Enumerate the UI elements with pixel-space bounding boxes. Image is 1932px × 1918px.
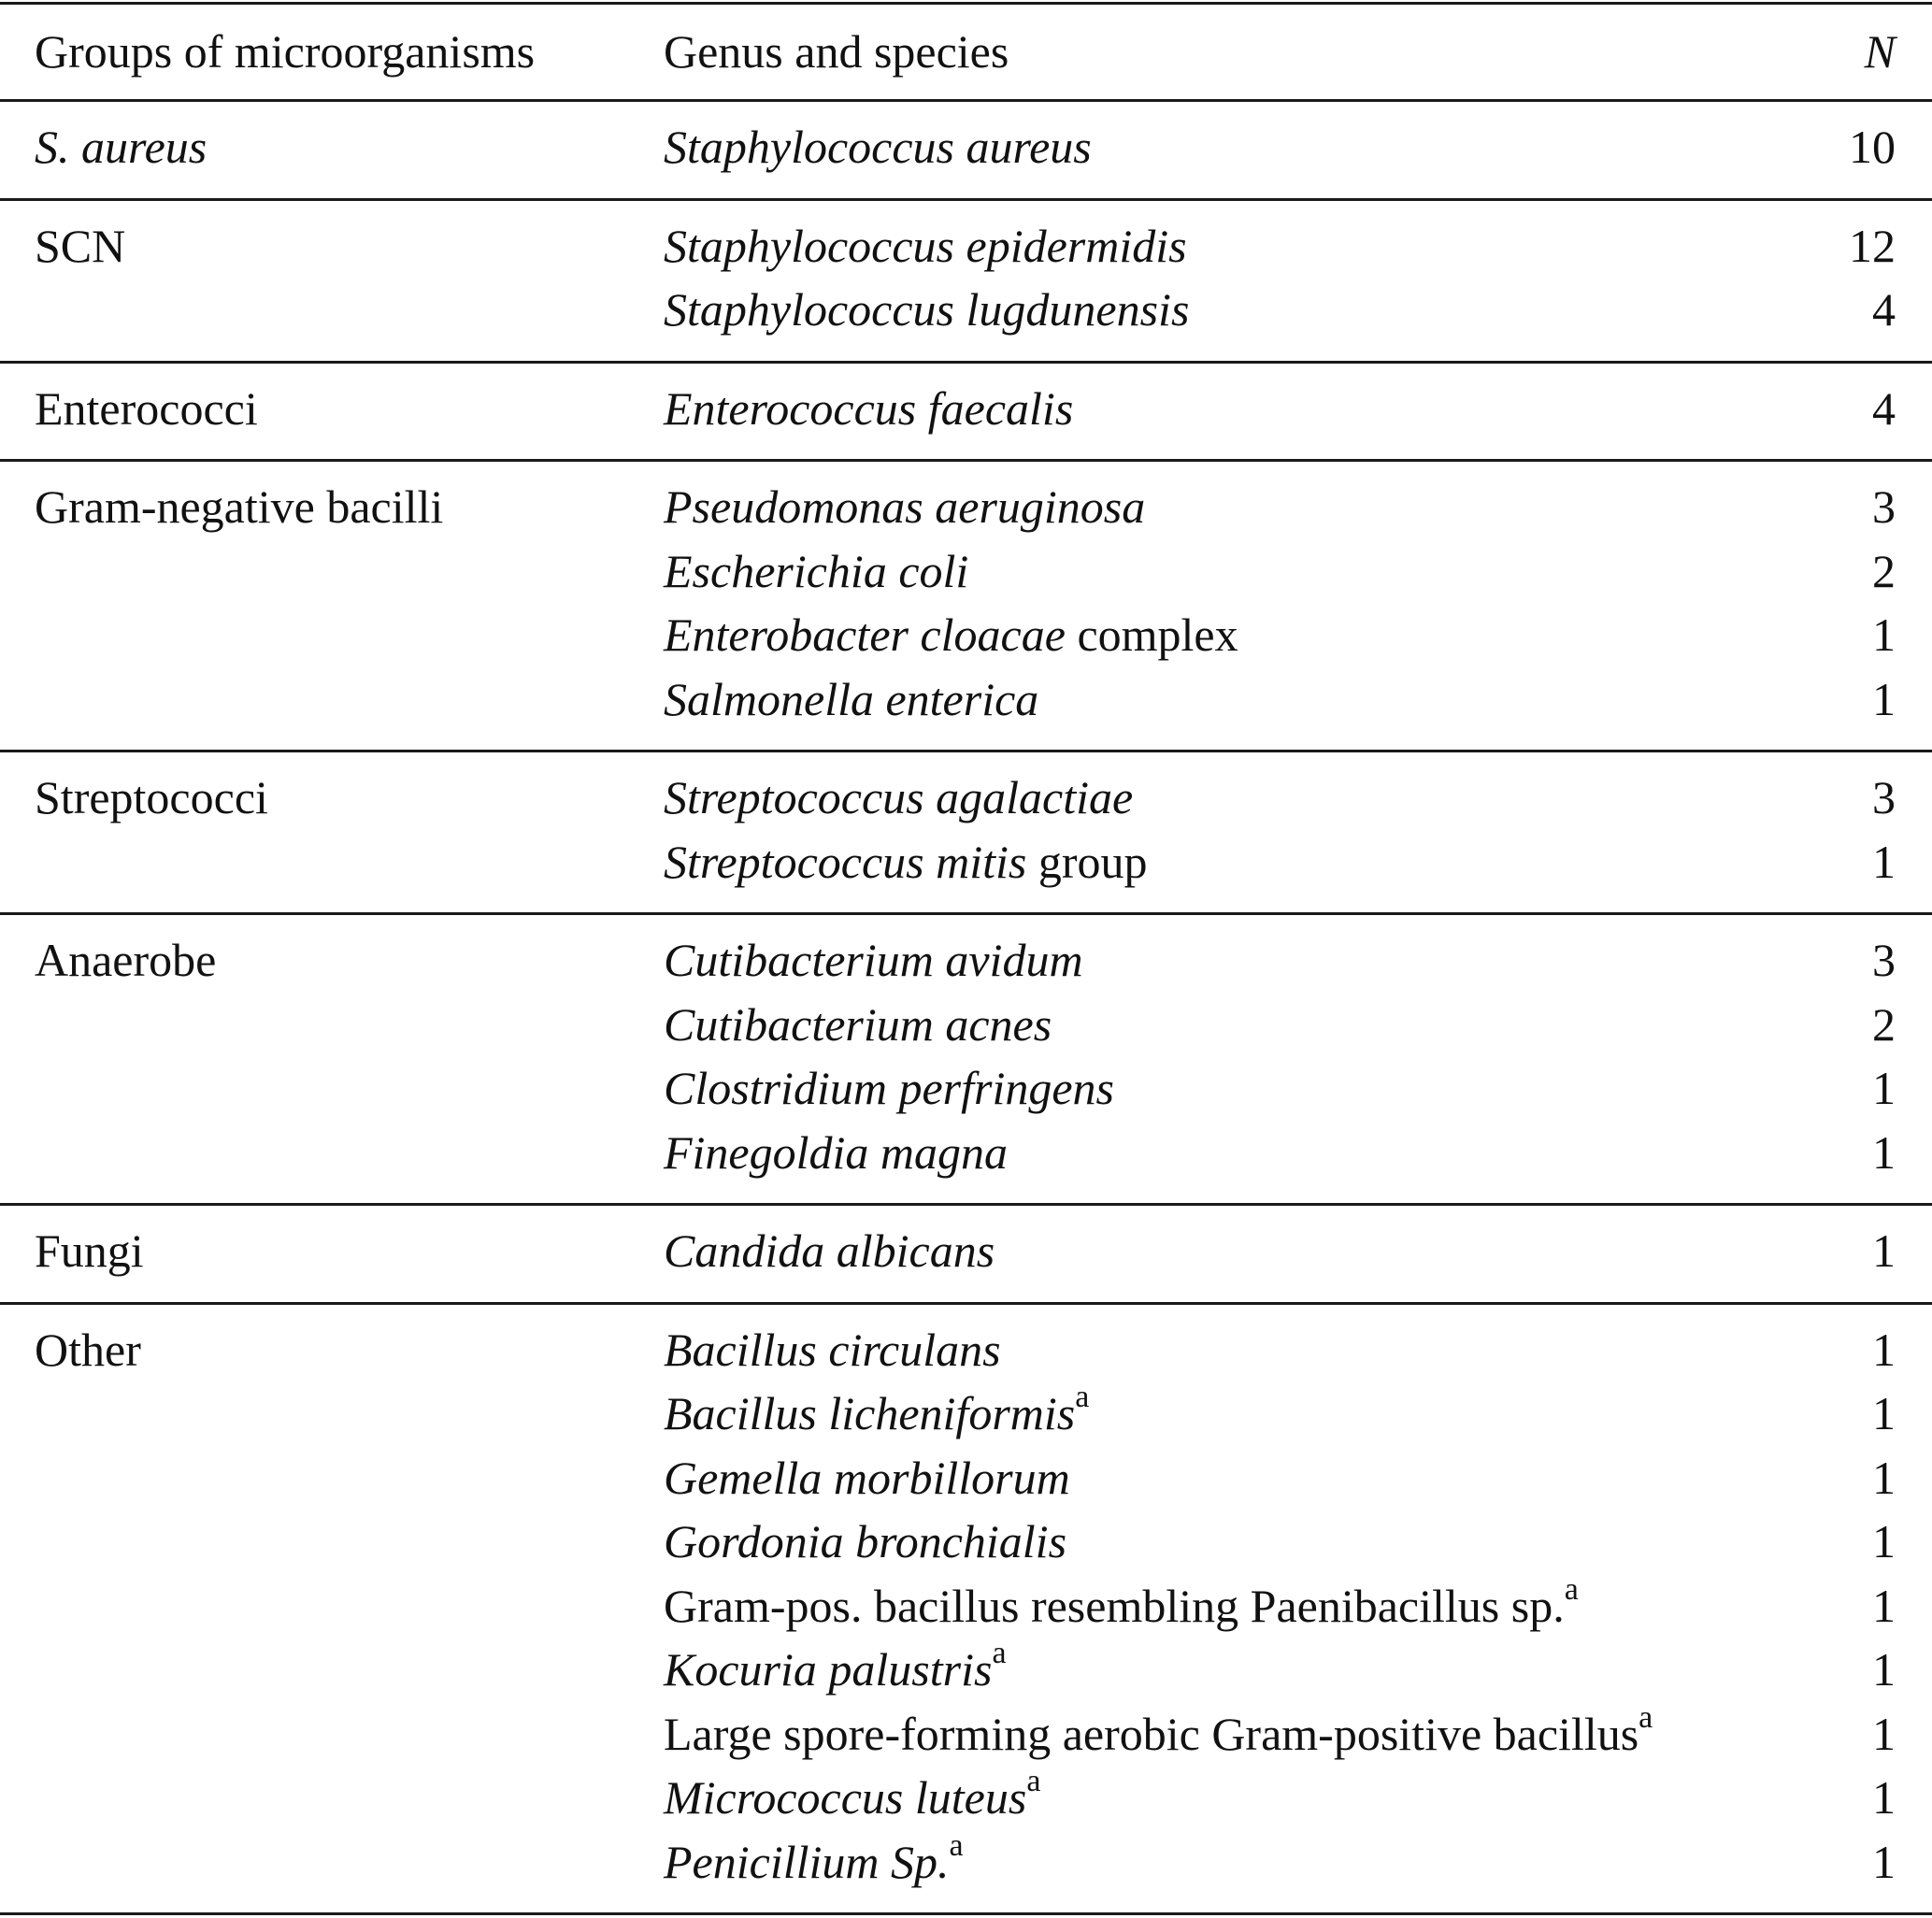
count-cell: 12: [1849, 219, 1896, 272]
species-name: Cutibacterium acnes: [664, 997, 1052, 1051]
species-cell: [664, 475, 1145, 539]
group-name: Fungi: [35, 1224, 144, 1277]
species-cell: [664, 1571, 1579, 1639]
species-cell: [664, 377, 1073, 441]
count-cell: 1: [1872, 1224, 1896, 1277]
group-name: SCN: [35, 219, 126, 272]
table-row: [0, 214, 1932, 279]
table-row: [0, 830, 1932, 895]
footnote-marker: a: [992, 1636, 1007, 1671]
table-row: [0, 1827, 1932, 1895]
species-name: Staphylococcus epidermidis: [664, 219, 1187, 272]
species-cell: [664, 278, 1189, 342]
group-block: [0, 364, 1932, 460]
table-row: [0, 766, 1932, 830]
group-block: [0, 201, 1932, 361]
species-name: Large spore-forming aerobic Gram-positive bacillus: [664, 1707, 1639, 1760]
table-header-row: [0, 5, 1932, 99]
table-row: [0, 1318, 1932, 1382]
header-species: Genus and species: [664, 25, 1009, 78]
species-cell: [664, 603, 1238, 667]
table-row: [0, 539, 1932, 604]
species-cell: [664, 214, 1187, 279]
table-row: [0, 1219, 1932, 1283]
group-name: Gram-negative bacilli: [35, 480, 444, 533]
count-cell: 1: [1872, 835, 1896, 888]
count-cell: 3: [1872, 771, 1896, 823]
species-cell: [664, 766, 1133, 830]
header-groups: Groups of microorganisms: [35, 25, 536, 78]
group-name: S. aureus: [35, 121, 208, 173]
count-cell: 1: [1872, 1707, 1896, 1760]
count-cell: 3: [1872, 480, 1896, 533]
species-name: Finegoldia magna: [664, 1125, 1009, 1179]
group-block: [0, 102, 1932, 198]
count-cell: 1: [1872, 1515, 1896, 1567]
count-cell: 2: [1872, 997, 1896, 1051]
species-cell: [664, 1638, 1007, 1702]
table-row: [0, 603, 1932, 667]
count-cell: 1: [1872, 1323, 1896, 1376]
species-name: Enterobacter cloacae: [664, 608, 1066, 661]
table-row: [0, 1638, 1932, 1702]
count-cell: 4: [1872, 283, 1896, 336]
count-cell: 1: [1872, 1771, 1896, 1824]
footnote-marker: a: [1639, 1699, 1653, 1735]
species-cell: [664, 1446, 1070, 1510]
header-n: N: [1864, 25, 1896, 78]
group-block: [0, 915, 1932, 1203]
footnote-marker: a: [1026, 1764, 1041, 1799]
table-body: [0, 102, 1932, 1915]
species-name: Clostridium perfringens: [664, 1062, 1114, 1114]
species-name: Staphylococcus aureus: [664, 121, 1092, 173]
species-name: Cutibacterium avidum: [664, 934, 1083, 986]
species-name: Bacillus licheniformis: [664, 1387, 1076, 1439]
species-name: Escherichia coli: [664, 544, 969, 597]
table-row: [0, 1699, 1932, 1767]
species-cell: [664, 830, 1148, 895]
species-cell: [664, 1318, 1001, 1382]
table-row: [0, 377, 1932, 441]
count-cell: 10: [1849, 121, 1896, 173]
count-cell: 1: [1872, 1835, 1896, 1888]
footnote-marker: a: [949, 1827, 964, 1863]
count-cell: 2: [1872, 544, 1896, 597]
table-row: [0, 1056, 1932, 1121]
table-row: [0, 1381, 1932, 1446]
species-cell: [664, 539, 968, 604]
group-block: [0, 462, 1932, 750]
species-cell: [664, 1381, 1089, 1446]
species-cell: [664, 1510, 1066, 1574]
count-cell: 1: [1872, 1062, 1896, 1114]
group-block: [0, 752, 1932, 912]
count-cell: 4: [1872, 381, 1896, 435]
species-name: Micrococcus luteus: [664, 1771, 1027, 1824]
species-name: Pseudomonas aeruginosa: [664, 480, 1146, 533]
table-row: [0, 278, 1932, 342]
species-cell: [664, 1056, 1114, 1121]
table-row: [0, 993, 1932, 1057]
species-name: Staphylococcus lugdunensis: [664, 283, 1190, 336]
bottom-rule: [0, 1912, 1932, 1915]
count-cell: 1: [1872, 1579, 1896, 1632]
species-cell: [664, 115, 1092, 179]
species-cell: [664, 1766, 1040, 1830]
group-block: [0, 1206, 1932, 1302]
table-row: [0, 475, 1932, 539]
species-cell: [664, 1121, 1008, 1185]
count-cell: 1: [1872, 608, 1896, 661]
table-row: [0, 928, 1932, 993]
species-name: Enterococcus faecalis: [664, 381, 1074, 435]
group-block: [0, 1305, 1932, 1913]
table-row: [0, 1446, 1932, 1510]
species-name: Streptococcus agalactiae: [664, 771, 1134, 823]
count-cell: 3: [1872, 934, 1896, 986]
group-name: Anaerobe: [35, 934, 217, 986]
species-cell: [664, 1699, 1653, 1767]
species-cell: [664, 1827, 964, 1895]
species-suffix: group: [1026, 835, 1148, 888]
count-cell: 1: [1872, 1643, 1896, 1696]
species-suffix: complex: [1065, 608, 1238, 661]
count-cell: 1: [1872, 1451, 1896, 1504]
count-cell: 1: [1872, 1125, 1896, 1179]
species-name: Bacillus circulans: [664, 1323, 1001, 1376]
table-row: [0, 115, 1932, 179]
count-cell: 1: [1872, 672, 1896, 725]
group-name: Enterococci: [35, 381, 258, 435]
footnote-marker: a: [1564, 1571, 1579, 1607]
table-row: [0, 1571, 1932, 1639]
group-name: Other: [35, 1323, 141, 1376]
species-cell: [664, 993, 1052, 1057]
species-cell: [664, 928, 1083, 993]
species-name: Penicillium Sp.: [664, 1835, 950, 1888]
table-row: [0, 1766, 1932, 1830]
species-cell: [664, 667, 1038, 732]
group-name: Streptococci: [35, 771, 268, 823]
footnote-marker: a: [1075, 1380, 1090, 1415]
species-name: Salmonella enterica: [664, 672, 1039, 725]
table-row: [0, 1121, 1932, 1185]
species-name: Gordonia bronchialis: [664, 1515, 1067, 1567]
count-cell: 1: [1872, 1387, 1896, 1439]
species-name: Kocuria palustris: [664, 1643, 993, 1696]
table-row: [0, 667, 1932, 732]
species-name: Gemella morbillorum: [664, 1451, 1070, 1504]
species-name: Streptococcus mitis: [664, 835, 1027, 888]
table-row: [0, 1510, 1932, 1574]
species-name: Gram-pos. bacillus resembling Paenibacillus sp.: [664, 1579, 1565, 1632]
species-name: Candida albicans: [664, 1224, 995, 1277]
species-cell: [664, 1219, 995, 1283]
